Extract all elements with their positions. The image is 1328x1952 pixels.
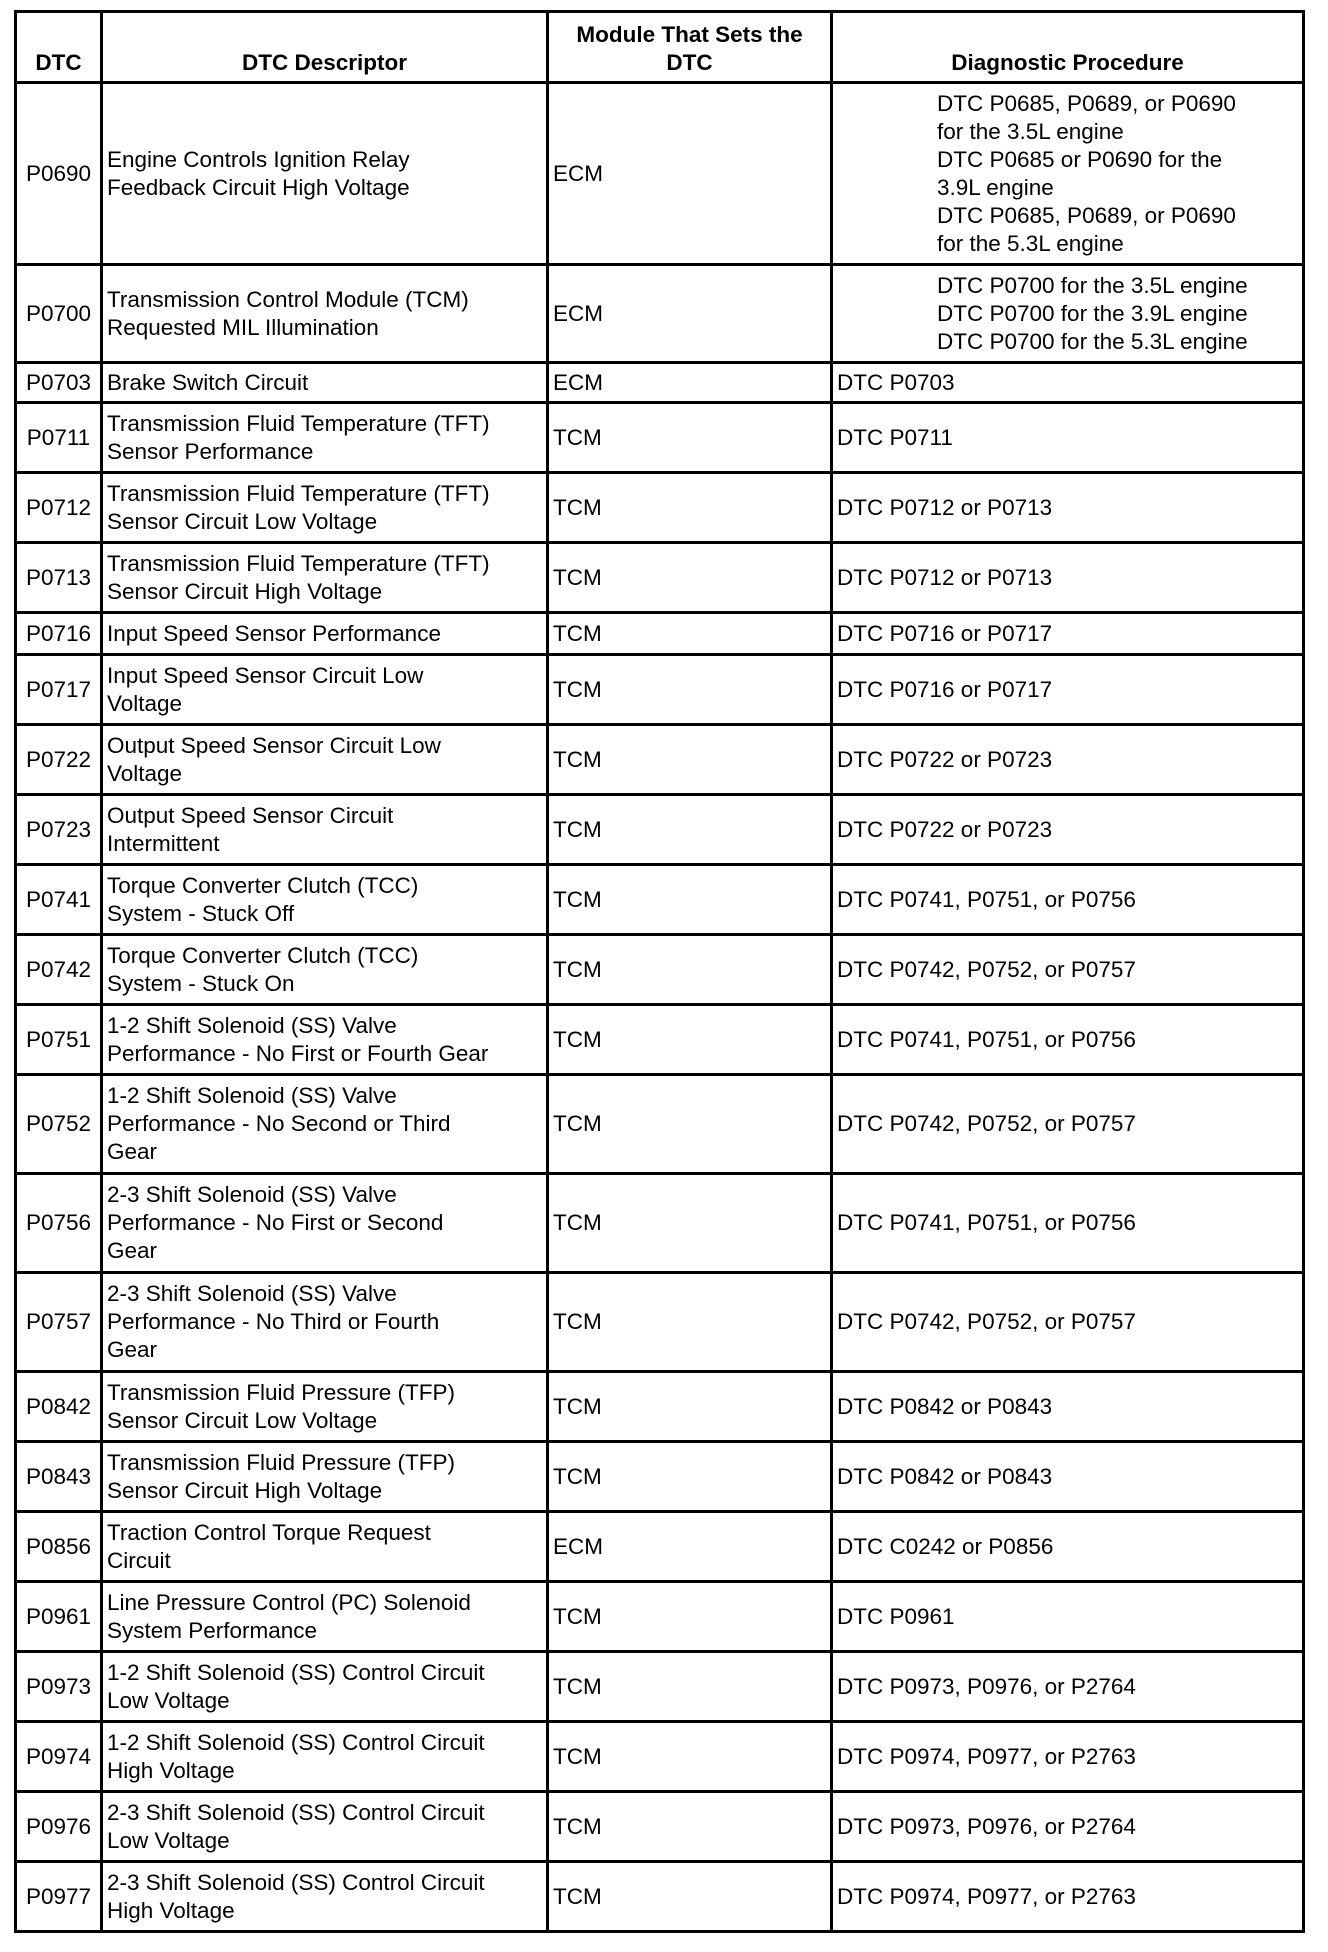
table-row xyxy=(16,795,1304,865)
procedure-line: DTC P0973, P0976, or P2764 xyxy=(837,1673,1136,1699)
descriptor-line: Sensor Circuit Low Voltage xyxy=(107,508,378,534)
diagnostic-procedure-cell xyxy=(832,1005,1304,1075)
dtc-descriptor-cell xyxy=(102,795,548,865)
table-row xyxy=(16,935,1304,1005)
module-cell: TCM xyxy=(548,1273,832,1372)
dtc-descriptor-cell xyxy=(102,613,548,655)
procedure-line: DTC P0974, P0977, or P2763 xyxy=(837,1743,1136,1769)
dtc-code-cell: P0690 xyxy=(16,83,102,265)
diagnostic-procedure-cell xyxy=(832,1075,1304,1174)
procedure-line: DTC P0722 or P0723 xyxy=(837,816,1053,842)
descriptor-line: Sensor Circuit Low Voltage xyxy=(107,1407,378,1433)
procedure-line: DTC P0712 or P0713 xyxy=(837,564,1053,590)
dtc-descriptor-cell xyxy=(102,935,548,1005)
table-row xyxy=(16,1722,1304,1792)
module-cell: ECM xyxy=(548,265,832,363)
procedure-line: for the 3.5L engine xyxy=(937,118,1124,144)
descriptor-line: Torque Converter Clutch (TCC) xyxy=(107,872,419,898)
dtc-descriptor-cell xyxy=(102,1722,548,1792)
procedure-line: DTC P0974, P0977, or P2763 xyxy=(837,1883,1136,1909)
procedure-line: DTC P0703 xyxy=(837,369,955,395)
dtc-code-cell: P0711 xyxy=(16,403,102,473)
diagnostic-procedure-cell xyxy=(832,403,1304,473)
descriptor-line: System Performance xyxy=(107,1617,318,1643)
descriptor-line: Voltage xyxy=(107,760,183,786)
table-row xyxy=(16,363,1304,403)
diagnostic-procedure-cell xyxy=(832,83,1304,265)
dtc-descriptor-cell xyxy=(102,473,548,543)
dtc-descriptor-cell xyxy=(102,543,548,613)
dtc-code-cell: P0757 xyxy=(16,1273,102,1372)
table-row xyxy=(16,83,1304,265)
procedure-line: DTC P0700 for the 3.9L engine xyxy=(937,300,1248,326)
dtc-code-cell: P0700 xyxy=(16,265,102,363)
procedure-line: DTC C0242 or P0856 xyxy=(837,1533,1054,1559)
header-dtc: DTC xyxy=(16,12,102,83)
dtc-code-cell: P0976 xyxy=(16,1792,102,1862)
procedure-line: DTC P0722 or P0723 xyxy=(837,746,1053,772)
module-cell: TCM xyxy=(548,795,832,865)
descriptor-line: 2-3 Shift Solenoid (SS) Control Circuit xyxy=(107,1799,485,1825)
table-row xyxy=(16,865,1304,935)
descriptor-line: Circuit xyxy=(107,1547,171,1573)
descriptor-line: Sensor Circuit High Voltage xyxy=(107,578,383,604)
procedure-line: DTC P0742, P0752, or P0757 xyxy=(837,1309,1136,1334)
diagnostic-procedure-cell xyxy=(832,473,1304,543)
descriptor-line: High Voltage xyxy=(107,1897,235,1923)
table-row xyxy=(16,613,1304,655)
procedure-line: DTC P0685, P0689, or P0690 xyxy=(937,202,1236,228)
descriptor-line: Output Speed Sensor Circuit xyxy=(107,802,394,828)
dtc-descriptor-cell xyxy=(102,865,548,935)
diagnostic-procedure-cell xyxy=(832,1273,1304,1372)
dtc-descriptor-cell xyxy=(102,1862,548,1932)
descriptor-line: Sensor Circuit High Voltage xyxy=(107,1477,383,1503)
diagnostic-procedure-cell xyxy=(832,655,1304,725)
module-cell: TCM xyxy=(548,543,832,613)
dtc-code-cell: P0703 xyxy=(16,363,102,403)
table-row xyxy=(16,1005,1304,1075)
descriptor-line: Transmission Fluid Temperature (TFT) xyxy=(107,480,490,506)
diagnostic-procedure-cell xyxy=(832,1442,1304,1512)
procedure-line: DTC P0741, P0751, or P0756 xyxy=(837,886,1136,912)
descriptor-line: Traction Control Torque Request xyxy=(107,1519,431,1545)
module-cell: TCM xyxy=(548,473,832,543)
dtc-table-container xyxy=(14,10,1302,1933)
diagnostic-procedure-cell xyxy=(832,1652,1304,1722)
dtc-code-cell: P0751 xyxy=(16,1005,102,1075)
diagnostic-procedure-cell xyxy=(832,1862,1304,1932)
dtc-descriptor-cell xyxy=(102,1005,548,1075)
dtc-descriptor-cell xyxy=(102,725,548,795)
table-row xyxy=(16,655,1304,725)
descriptor-line: Input Speed Sensor Circuit Low xyxy=(107,662,424,688)
descriptor-line: Performance - No Third or Fourth xyxy=(107,1309,440,1334)
dtc-descriptor-cell xyxy=(102,265,548,363)
dtc-descriptor-cell xyxy=(102,1442,548,1512)
diagnostic-procedure-cell xyxy=(832,795,1304,865)
descriptor-line: Feedback Circuit High Voltage xyxy=(107,174,410,200)
module-cell: TCM xyxy=(548,1652,832,1722)
dtc-descriptor-cell xyxy=(102,1652,548,1722)
procedure-line: DTC P0685 or P0690 for the xyxy=(937,146,1223,172)
module-cell: ECM xyxy=(548,363,832,403)
header-procedure: Diagnostic Procedure xyxy=(832,12,1304,83)
descriptor-line: Sensor Performance xyxy=(107,438,314,464)
procedure-line: DTC P0742, P0752, or P0757 xyxy=(837,1111,1136,1136)
diagnostic-procedure-cell xyxy=(832,935,1304,1005)
dtc-descriptor-cell xyxy=(102,1792,548,1862)
table-row xyxy=(16,725,1304,795)
descriptor-line: System - Stuck Off xyxy=(107,900,295,926)
descriptor-line: 2-3 Shift Solenoid (SS) Control Circuit xyxy=(107,1869,485,1895)
module-cell: TCM xyxy=(548,655,832,725)
descriptor-line: Transmission Fluid Pressure (TFP) xyxy=(107,1449,455,1475)
descriptor-line: Engine Controls Ignition Relay xyxy=(107,146,410,172)
dtc-code-cell: P0961 xyxy=(16,1582,102,1652)
procedure-line: DTC P0700 for the 5.3L engine xyxy=(937,328,1248,354)
dtc-descriptor-cell xyxy=(102,403,548,473)
descriptor-line: High Voltage xyxy=(107,1757,235,1783)
descriptor-line: Performance - No First or Fourth Gear xyxy=(107,1040,489,1066)
descriptor-line: Torque Converter Clutch (TCC) xyxy=(107,942,419,968)
dtc-code-cell: P0973 xyxy=(16,1652,102,1722)
procedure-line: DTC P0842 or P0843 xyxy=(837,1393,1053,1419)
module-cell: TCM xyxy=(548,403,832,473)
table-row xyxy=(16,1075,1304,1174)
table-row xyxy=(16,543,1304,613)
descriptor-line: System - Stuck On xyxy=(107,970,295,996)
module-cell: TCM xyxy=(548,935,832,1005)
procedure-line: DTC P0741, P0751, or P0756 xyxy=(837,1026,1136,1052)
descriptor-line: Transmission Fluid Pressure (TFP) xyxy=(107,1379,455,1405)
table-row xyxy=(16,473,1304,543)
dtc-descriptor-cell xyxy=(102,1273,548,1372)
table-row xyxy=(16,265,1304,363)
dtc-code-cell: P0713 xyxy=(16,543,102,613)
dtc-code-cell: P0974 xyxy=(16,1722,102,1792)
module-cell: TCM xyxy=(548,1722,832,1792)
diagnostic-procedure-cell xyxy=(832,363,1304,403)
descriptor-line: 1-2 Shift Solenoid (SS) Control Circuit xyxy=(107,1729,485,1755)
module-cell: TCM xyxy=(548,725,832,795)
header-module: Module That Sets the DTC xyxy=(548,12,832,83)
descriptor-line: Intermittent xyxy=(107,830,220,856)
descriptor-line: Output Speed Sensor Circuit Low xyxy=(107,732,441,758)
procedure-line: DTC P0711 xyxy=(837,424,953,450)
descriptor-line: Transmission Control Module (TCM) xyxy=(107,286,469,312)
dtc-table xyxy=(14,10,1305,1933)
diagnostic-procedure-cell xyxy=(832,1722,1304,1792)
module-cell: TCM xyxy=(548,1442,832,1512)
descriptor-line: 2-3 Shift Solenoid (SS) Valve xyxy=(107,1281,397,1306)
table-row xyxy=(16,1512,1304,1582)
dtc-code-cell: P0741 xyxy=(16,865,102,935)
procedure-line: for the 5.3L engine xyxy=(937,230,1124,256)
procedure-line: DTC P0716 or P0717 xyxy=(837,676,1053,702)
table-row xyxy=(16,1582,1304,1652)
descriptor-line: Gear xyxy=(107,1337,158,1362)
dtc-descriptor-cell xyxy=(102,83,548,265)
descriptor-line: Low Voltage xyxy=(107,1687,230,1713)
dtc-table-header xyxy=(16,12,1304,83)
dtc-descriptor-cell xyxy=(102,1075,548,1174)
module-cell: TCM xyxy=(548,1174,832,1273)
dtc-code-cell: P0977 xyxy=(16,1862,102,1932)
dtc-descriptor-cell xyxy=(102,363,548,403)
descriptor-line: Line Pressure Control (PC) Solenoid xyxy=(107,1589,471,1615)
diagnostic-procedure-cell xyxy=(832,725,1304,795)
descriptor-line: Requested MIL Illumination xyxy=(107,314,379,340)
module-cell: ECM xyxy=(548,83,832,265)
procedure-line: DTC P0742, P0752, or P0757 xyxy=(837,956,1136,982)
dtc-code-cell: P0717 xyxy=(16,655,102,725)
diagnostic-procedure-cell xyxy=(832,265,1304,363)
descriptor-line: 1-2 Shift Solenoid (SS) Control Circuit xyxy=(107,1659,485,1685)
dtc-code-cell: P0842 xyxy=(16,1372,102,1442)
descriptor-line: Performance - No Second or Third xyxy=(107,1111,451,1136)
dtc-code-cell: P0722 xyxy=(16,725,102,795)
module-cell: TCM xyxy=(548,613,832,655)
module-cell: TCM xyxy=(548,865,832,935)
procedure-line: DTC P0716 or P0717 xyxy=(837,620,1053,646)
descriptor-line: Performance - No First or Second xyxy=(107,1210,444,1235)
descriptor-line: Transmission Fluid Temperature (TFT) xyxy=(107,410,490,436)
procedure-line: DTC P0973, P0976, or P2764 xyxy=(837,1813,1136,1839)
diagnostic-procedure-cell xyxy=(832,1512,1304,1582)
procedure-line: DTC P0712 or P0713 xyxy=(837,494,1053,520)
dtc-descriptor-cell xyxy=(102,1582,548,1652)
module-cell: TCM xyxy=(548,1582,832,1652)
descriptor-line: Gear xyxy=(107,1139,158,1164)
table-row xyxy=(16,1273,1304,1372)
table-row xyxy=(16,1862,1304,1932)
procedure-line: DTC P0685, P0689, or P0690 xyxy=(937,90,1236,116)
dtc-table-body xyxy=(16,83,1304,1932)
diagnostic-procedure-cell xyxy=(832,865,1304,935)
dtc-code-cell: P0843 xyxy=(16,1442,102,1512)
dtc-descriptor-cell xyxy=(102,1512,548,1582)
diagnostic-procedure-cell xyxy=(832,1372,1304,1442)
procedure-line: DTC P0741, P0751, or P0756 xyxy=(837,1210,1136,1235)
procedure-line: 3.9L engine xyxy=(937,174,1054,200)
descriptor-line: Gear xyxy=(107,1238,158,1263)
table-row xyxy=(16,1372,1304,1442)
dtc-code-cell: P0856 xyxy=(16,1512,102,1582)
module-cell: TCM xyxy=(548,1792,832,1862)
diagnostic-procedure-cell xyxy=(832,1174,1304,1273)
module-cell: TCM xyxy=(548,1075,832,1174)
dtc-code-cell: P0712 xyxy=(16,473,102,543)
procedure-line: DTC P0842 or P0843 xyxy=(837,1463,1053,1489)
module-cell: TCM xyxy=(548,1372,832,1442)
procedure-line: DTC P0700 for the 3.5L engine xyxy=(937,272,1248,298)
dtc-descriptor-cell xyxy=(102,655,548,725)
descriptor-line: Voltage xyxy=(107,690,183,716)
table-row xyxy=(16,1652,1304,1722)
descriptor-line: Brake Switch Circuit xyxy=(107,369,309,395)
descriptor-line: Low Voltage xyxy=(107,1827,230,1853)
diagnostic-procedure-cell xyxy=(832,1792,1304,1862)
descriptor-line: 2-3 Shift Solenoid (SS) Valve xyxy=(107,1182,397,1207)
dtc-code-cell: P0716 xyxy=(16,613,102,655)
descriptor-line: 1-2 Shift Solenoid (SS) Valve xyxy=(107,1083,397,1108)
diagnostic-procedure-cell xyxy=(832,543,1304,613)
descriptor-line: Input Speed Sensor Performance xyxy=(107,620,441,646)
procedure-line: DTC P0961 xyxy=(837,1603,955,1629)
dtc-code-cell: P0756 xyxy=(16,1174,102,1273)
table-row xyxy=(16,1442,1304,1512)
dtc-code-cell: P0742 xyxy=(16,935,102,1005)
descriptor-line: 1-2 Shift Solenoid (SS) Valve xyxy=(107,1012,397,1038)
descriptor-line: Transmission Fluid Temperature (TFT) xyxy=(107,550,490,576)
dtc-descriptor-cell xyxy=(102,1174,548,1273)
table-row xyxy=(16,403,1304,473)
module-cell: ECM xyxy=(548,1512,832,1582)
dtc-descriptor-cell xyxy=(102,1372,548,1442)
dtc-code-cell: P0723 xyxy=(16,795,102,865)
diagnostic-procedure-cell xyxy=(832,1582,1304,1652)
header-row xyxy=(16,12,1304,83)
module-cell: TCM xyxy=(548,1005,832,1075)
table-row xyxy=(16,1174,1304,1273)
table-row xyxy=(16,1792,1304,1862)
diagnostic-procedure-cell xyxy=(832,613,1304,655)
dtc-code-cell: P0752 xyxy=(16,1075,102,1174)
module-cell: TCM xyxy=(548,1862,832,1932)
header-descriptor: DTC Descriptor xyxy=(102,12,548,83)
